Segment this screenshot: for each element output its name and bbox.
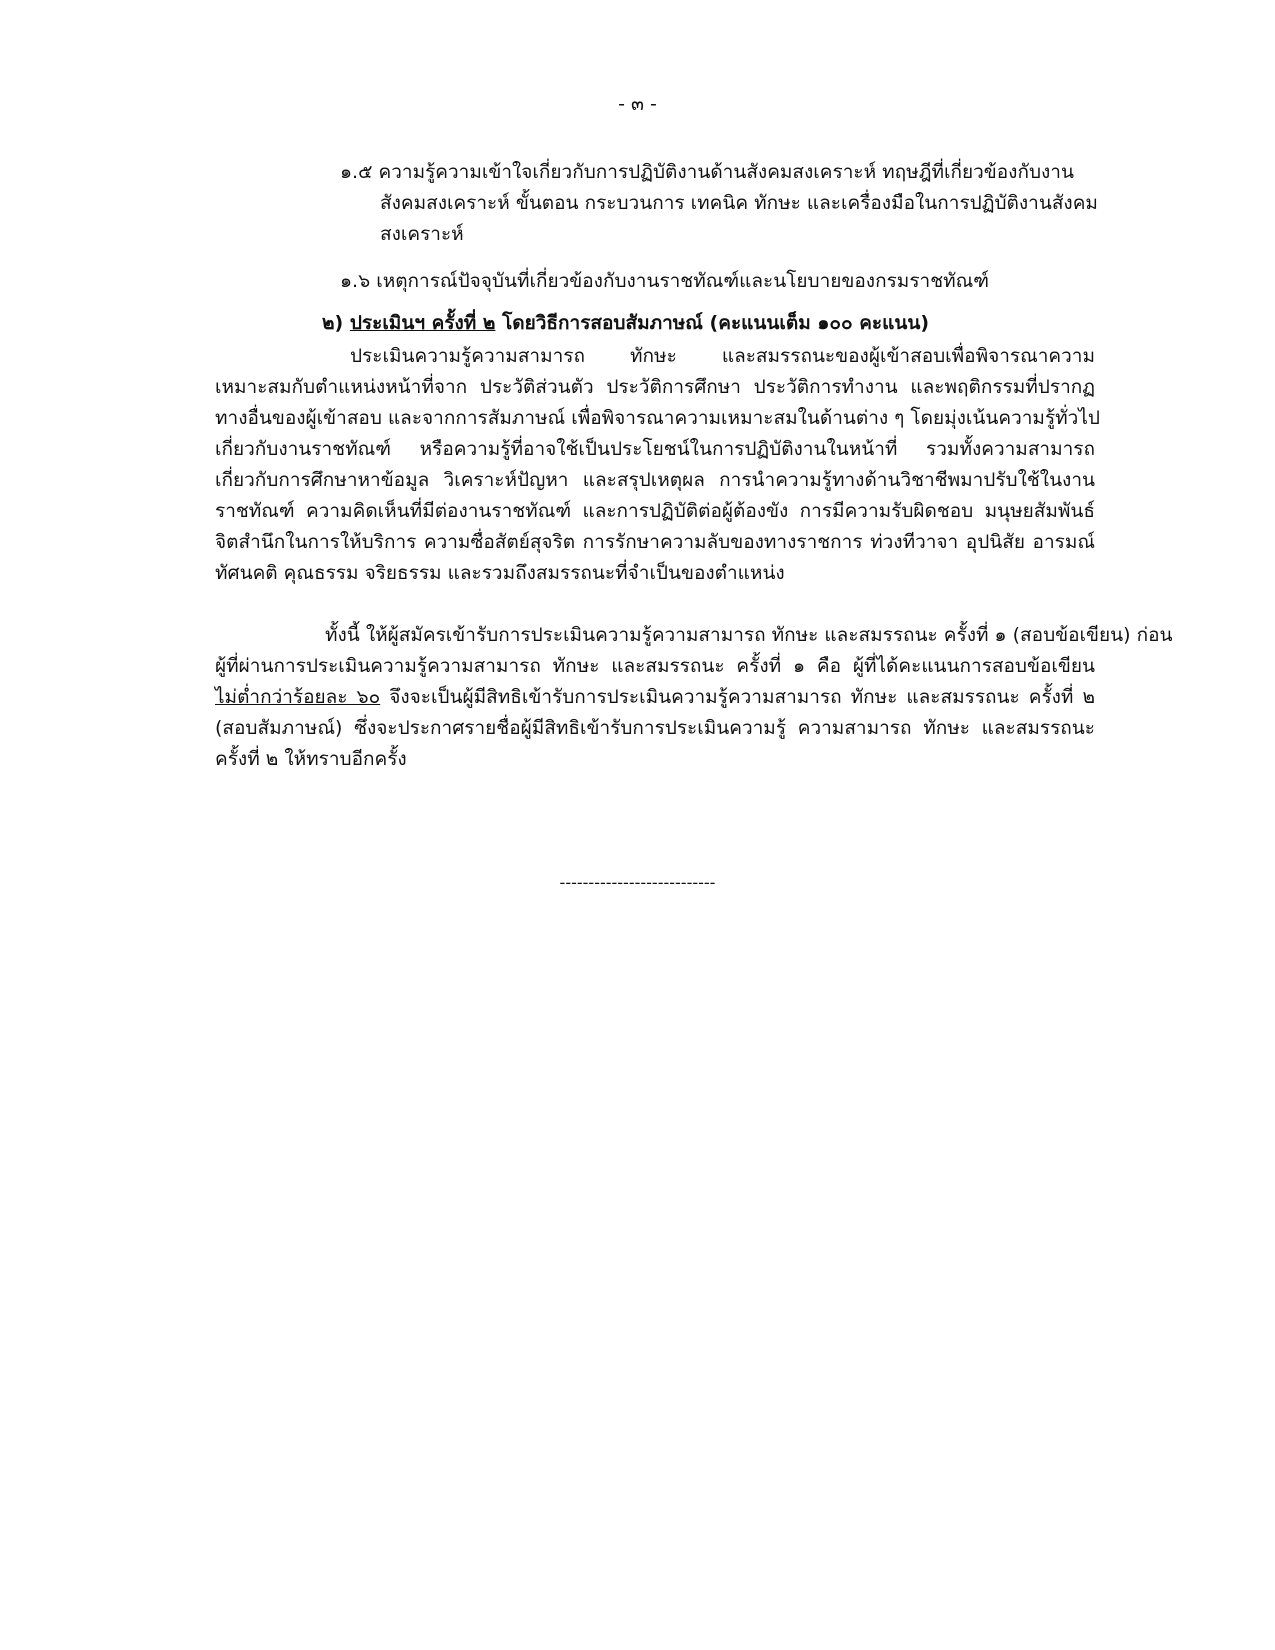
paragraph-interview-assessment bbox=[215, 341, 1100, 589]
section-2-title-underlined: ประเมินฯ ครั้งที่ ๒ bbox=[349, 312, 496, 334]
section-2-number: ๒) bbox=[322, 312, 344, 334]
paragraph-line: ราชทัณฑ์ ความคิดเห็นที่มีต่องานราชทัณฑ์ และการปฏิบัติต่อผู้ต้องขัง การมีความรับผิดชอบ มนุษยสัมพันธ์ bbox=[215, 500, 1095, 522]
paragraph-line: จิตสำนึกในการให้บริการ ความซื่อสัตย์สุจริต การรักษาความลับของทางราชการ ท่วงทีวาจา อุปนิสัย อารมณ์ bbox=[215, 531, 1095, 553]
section-2-title-rest: โดยวิธีการสอบสัมภาษณ์ (คะแนนเต็ม ๑๐๐ คะแนน) bbox=[495, 312, 930, 334]
paragraph-line: ทัศนคติ คุณธรรม จริยธรรม และรวมถึงสมรรถนะที่จำเป็นของตำแหน่ง bbox=[215, 562, 785, 584]
paragraph-line: ทั้งนี้ ให้ผู้สมัครเข้ารับการประเมินความรู้ความสามารถ ทักษะ และสมรรถนะ ครั้งที่ ๑ (สอบข้อเขียน) ก่อน bbox=[325, 624, 1173, 646]
paragraph-line: ครั้งที่ ๒ ให้ทราบอีกครั้ง bbox=[215, 748, 407, 770]
paragraph-line: เกี่ยวกับการศึกษาหาข้อมูล วิเคราะห์ปัญหา และสรุปเหตุผล การนำความรู้ทางด้านวิชาชีพมาปรับใช้ในงาน bbox=[215, 469, 1095, 491]
section-2-heading bbox=[322, 308, 929, 339]
list-item-1-5-line-2: สังคมสงเคราะห์ ขั้นตอน กระบวนการ เทคนิค ทักษะ และเครื่องมือในการปฏิบัติงานสังคม bbox=[380, 192, 1098, 214]
list-item-1-6: ๑.๖ เหตุการณ์ปัจจุบันที่เกี่ยวข้องกับงานราชทัณฑ์และนโยบายของกรมราชทัณฑ์ bbox=[340, 270, 990, 292]
list-item-1-5-line-1: ๑.๕ ความรู้ความเข้าใจเกี่ยวกับการปฏิบัติงานด้านสังคมสงเคราะห์ ทฤษฎีที่เกี่ยวข้องกับงาน bbox=[340, 161, 1074, 183]
paragraph-line: ประเมินความรู้ความสามารถ ทักษะ และสมรรถนะของผู้เข้าสอบเพื่อพิจารณาความ bbox=[350, 345, 1095, 367]
paragraph-line: เหมาะสมกับตำแหน่งหน้าที่จาก ประวัติส่วนตัว ประวัติการศึกษา ประวัติการทำงาน และพฤติกรรมที่ปรากฏ bbox=[215, 376, 1095, 398]
paragraph-line: (สอบสัมภาษณ์) ซึ่งจะประกาศรายชื่อผู้มีสิทธิเข้ารับการประเมินความรู้ ความสามารถ ทักษะ และสมรรถนะ bbox=[215, 717, 1095, 739]
paragraph-line-with-threshold bbox=[215, 682, 1095, 713]
end-of-section-rule: --------------------------- bbox=[559, 873, 716, 892]
list-item-1-5 bbox=[340, 157, 1100, 250]
paragraph-line: เกี่ยวกับงานราชทัณฑ์ หรือความรู้ที่อาจใช้เป็นประโยชน์ในการปฏิบัติงานในหน้าที่ รวมทั้งความสามารถ bbox=[215, 438, 1095, 460]
paragraph-line: ผู้ที่ผ่านการประเมินความรู้ความสามารถ ทักษะ และสมรรถนะ ครั้งที่ ๑ คือ ผู้ที่ได้คะแนนการสอบข้อเขียน bbox=[215, 655, 1095, 677]
paragraph-line: ทางอื่นของผู้เข้าสอบ และจากการสัมภาษณ์ เพื่อพิจารณาความเหมาะสมในด้านต่าง ๆ โดยมุ่งเน้นความรู้ทั่วไป bbox=[215, 407, 1100, 429]
paragraph-eligibility bbox=[215, 620, 1173, 775]
pass-threshold-text: ไม่ต่ำกว่าร้อยละ ๖๐ bbox=[215, 686, 381, 708]
page-number: - ๓ - bbox=[618, 93, 657, 115]
list-item-1-5-line-3: สงเคราะห์ bbox=[380, 223, 464, 245]
paragraph-line-rest: จึงจะเป็นผู้มีสิทธิเข้ารับการประเมินความรู้ความสามารถ ทักษะ และสมรรถนะ ครั้งที่ ๒ bbox=[380, 686, 1095, 708]
